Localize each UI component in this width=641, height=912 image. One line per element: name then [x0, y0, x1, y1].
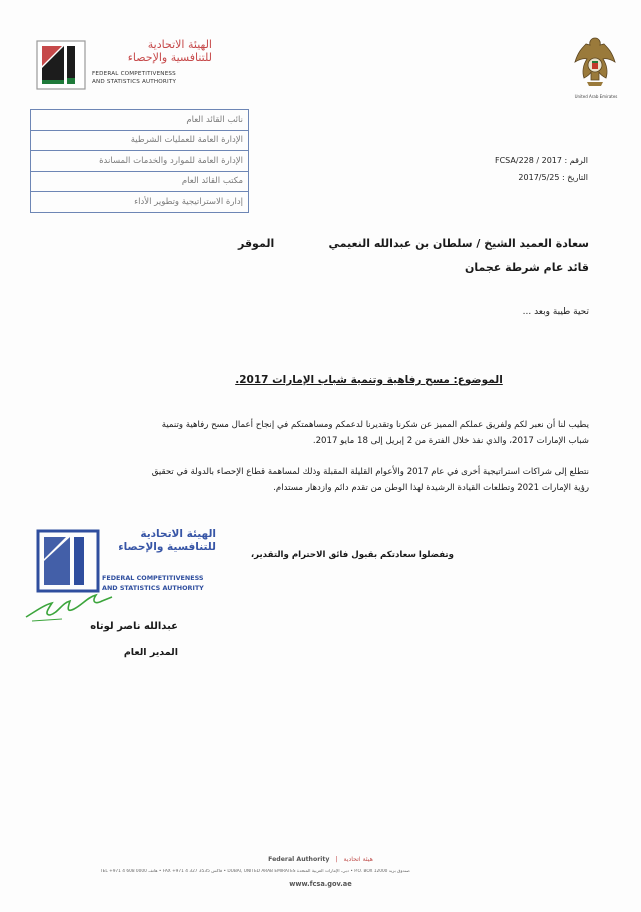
routing-cell: إدارة الاستراتيجية وتطوير الأداء: [31, 192, 249, 213]
emblem-caption: United Arab Emirates: [574, 94, 618, 99]
reference-number: الرقم : 2017 / 228/FCSA: [494, 156, 588, 165]
routing-cell: نائب القائد العام: [31, 110, 249, 131]
table-row: [31, 151, 249, 172]
stamp-text-en: FEDERAL COMPETITIVENESS AND STATISTICS AUTHORITY: [102, 574, 204, 592]
footer-separator: |: [335, 856, 338, 863]
routing-cell: الإدارة العامة للعمليات الشرطية: [31, 130, 249, 151]
paragraph-line: شباب الإمارات 2017، والذي نفذ خلال الفترة من 2 إبريل إلى 18 مايو 2017.: [312, 436, 589, 446]
table-row: [31, 130, 249, 151]
table-row: [31, 171, 249, 192]
paragraph-line: رؤية الإمارات 2021 وتطلعات القيادة الرشيدة لهذا الوطن من تقدم دائم وازدهار مستدام.: [273, 483, 589, 493]
stamp-text-ar: الهيئة الاتحادية للتنافسية والإحصاء: [118, 528, 216, 553]
addressee-name: سعادة العميد الشيخ / سلطان بن عبدالله النعيمي: [328, 237, 589, 250]
routing-cell: مكتب القائد العام: [31, 171, 249, 192]
closing-line: وتفضلوا سعادتكم بقبول فائق الاحترام والتقدير،: [250, 550, 454, 560]
signatory-title: المدير العام: [123, 647, 178, 658]
routing-table: [30, 109, 249, 213]
subject-line: [149, 374, 589, 386]
subject-text: الموضوع: مسح رفاهية وتنمية شباب الإمارات 2017.: [235, 374, 503, 386]
fcsa-logo: [36, 40, 86, 90]
signatory-name: عبدالله ناصر لوتاه: [90, 621, 178, 632]
table-row: [31, 192, 249, 213]
footer-website[interactable]: www.fcsa.gov.ae: [289, 880, 352, 888]
footer-contact: TEL +971 4 608 0000 هاتف • FAX +971 4 327 3535 فاكس • DUBAI, UNITED ARAB EMIRATES دبي، الإمارات العربية المتحدة • P.O. BOX 12000 صندوق بريد: [100, 869, 410, 874]
footer-authority-en: Federal Authority: [268, 856, 330, 863]
paragraph-1: [49, 417, 589, 449]
routing-cell: الإدارة العامة للموارد والخدمات المساندة: [31, 151, 249, 172]
footer-authority-ar: هيئة اتحادية: [343, 856, 373, 863]
reference-date: التاريخ : 2017/5/25: [518, 173, 588, 182]
logo-text-ar: الهيئة الاتحادية للتنافسية والإحصاء: [127, 38, 212, 64]
paragraph-line: نتطلع إلى شراكات استراتيجية أخرى في عام 2017 والأعوام القليلة المقبلة وذلك لمساهمة قطاع الإحصاء بالدولة في تحقيق: [151, 467, 589, 477]
uae-emblem-icon: [572, 32, 618, 92]
table-row: [31, 110, 249, 131]
logo-text-en: FEDERAL COMPETITIVENESS AND STATISTICS AUTHORITY: [92, 71, 177, 85]
greeting: تحية طيبة وبعد ...: [522, 307, 589, 317]
paragraph-line: يطيب لنا أن نعبر لكم ولفريق عملكم المميز عن شكرنا وتقديرنا لدعمكم ومساهمتكم في إنجاح أعمال مسح رفاهية وتنمية: [161, 420, 589, 430]
addressee-honorific: الموقر: [238, 237, 275, 250]
addressee-position: قائد عام شرطة عجمان: [464, 261, 589, 274]
signature-icon: [22, 585, 117, 625]
paragraph-2: [49, 464, 589, 496]
footer-authority: [0, 856, 641, 863]
